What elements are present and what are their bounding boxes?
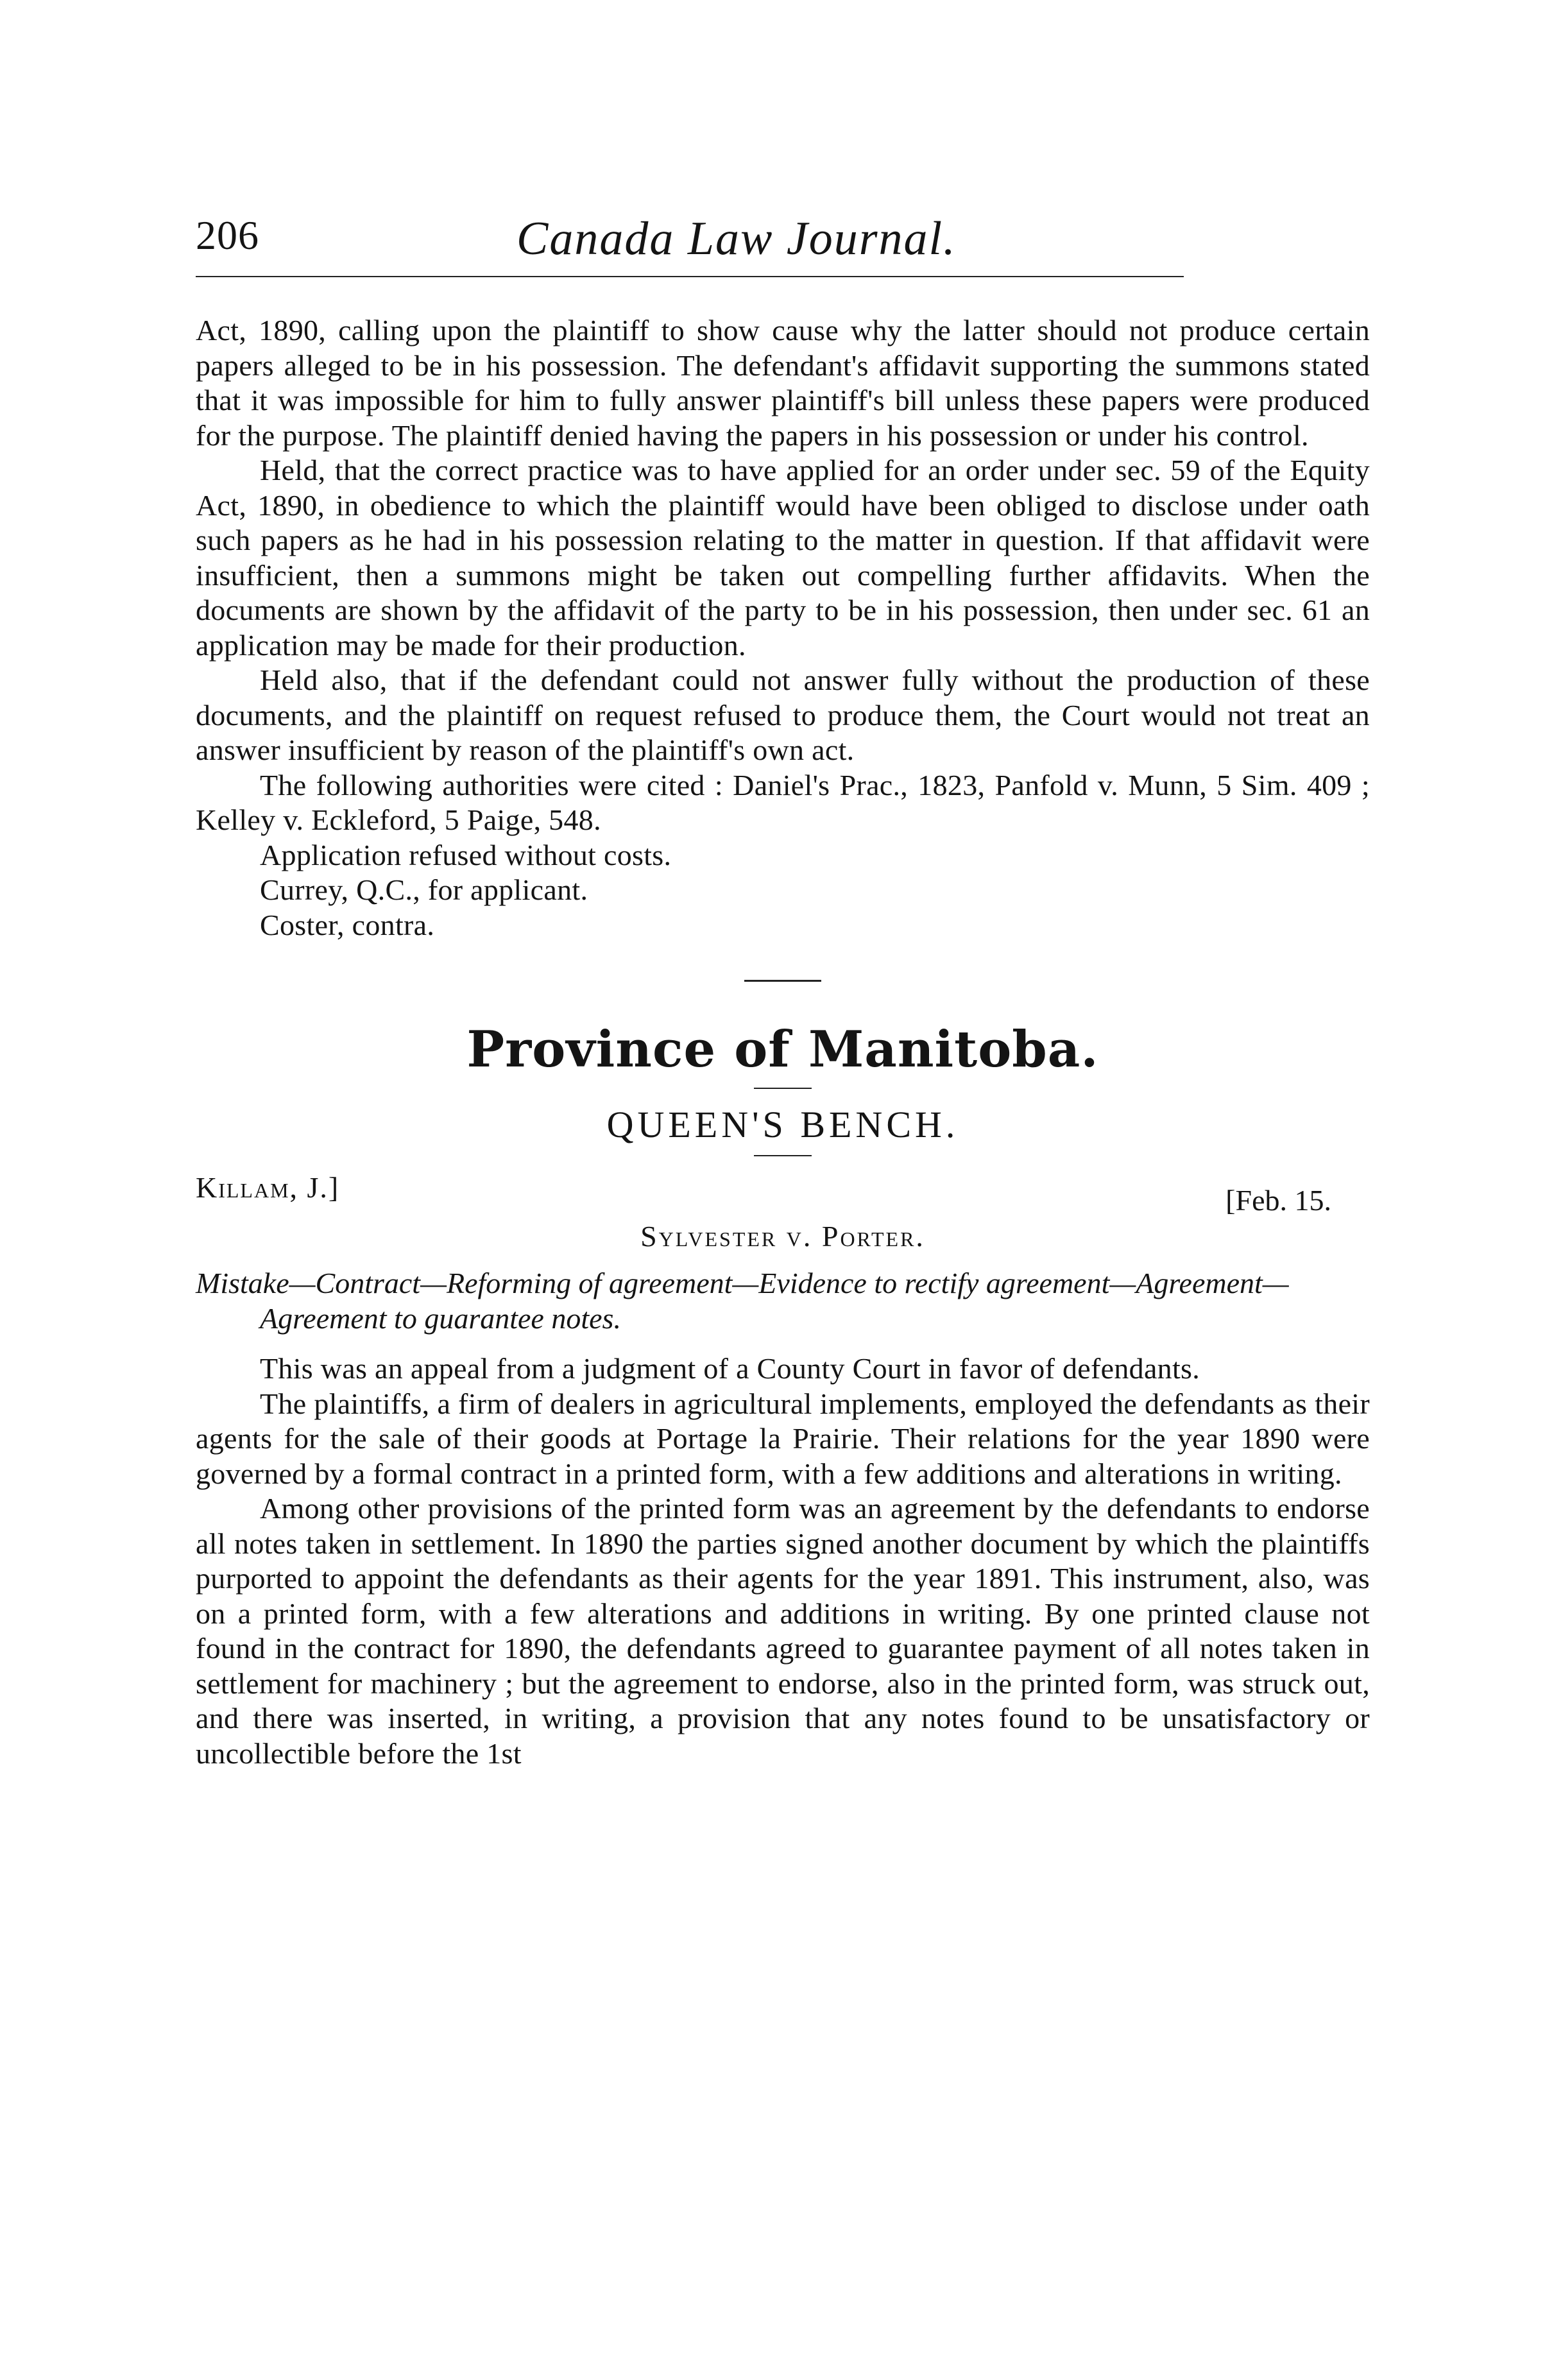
judge-date-row <box>196 1170 1370 1222</box>
paragraph: Held, that the correct practice was to have applied for an order under sec. 59 of the Equity Act, 1890, in obedience to which the plaintiff would have been obliged to disclose under oath such papers as he had in his possession relating to the matter in question. If that affidavit were insufficient, then a summons might be taken out compelling further affidavits. When the documents are shown by the affidavit of the party to be in his possession, then under sec. 61 an application may be made for their production. <box>196 454 1370 662</box>
page <box>196 212 1370 1771</box>
page-number: 206 <box>196 212 259 258</box>
first-case-body <box>196 313 1370 943</box>
case-title: Sylvester v. Porter. <box>640 1220 925 1253</box>
second-case-body <box>196 1351 1370 1771</box>
paragraph: Held also, that if the defendant could not answer fully without the production of these documents, and the plaintiff on request refused to produce them, the Court would not treat an answer insufficient by reason of the plaintiff's own act. <box>196 663 1370 766</box>
header-rule <box>196 276 1184 277</box>
paragraph: This was an appeal from a judgment of a County Court in favor of defendants. <box>260 1352 1200 1385</box>
disposition: Application refused without costs. <box>260 838 672 871</box>
court-title: QUEEN'S BENCH. <box>606 1104 959 1145</box>
paragraph: The following authorities were cited : Daniel's Prac., 1823, Panfold v. Munn, 5 Sim. 409 ; Kelley v. Eckleford, 5 Paige, 548. <box>196 768 1370 836</box>
decision-date: [Feb. 15. <box>1225 1184 1331 1217</box>
court-rule <box>754 1155 812 1156</box>
title-rule <box>754 1088 812 1089</box>
counsel-applicant: Currey, Q.C., for applicant. <box>260 873 588 906</box>
journal-title: Canada Law Journal. <box>516 212 957 265</box>
paragraph: Act, 1890, calling upon the plaintiff to show cause why the latter should not produce certain papers alleged to be in his possession. The defendant's affidavit supporting the summons stated that it was impossible for him to fully answer plaintiff's bill unless these papers were produced for the purpose. The plaintiff denied having the papers in his possession or under his control. <box>196 314 1370 452</box>
running-header <box>196 212 1370 282</box>
counsel-contra: Coster, contra. <box>260 908 435 941</box>
province-title: Province of Manitoba. <box>466 1020 1099 1079</box>
section-divider <box>744 980 821 982</box>
judge-name: Killam, J.] <box>196 1171 340 1204</box>
headnote: Mistake—Contract—Reforming of agreement—Evidence to rectify agreement—Agreement—Agreement to guarantee notes. <box>196 1267 1289 1335</box>
paragraph: The plaintiffs, a firm of dealers in agricultural implements, employed the defendants as their agents for the sale of their goods at Portage la Prairie. Their relations for the year 1890 were governed by a formal contract in a printed form, with a few additions and alterations in writing. <box>196 1387 1370 1490</box>
paragraph: Among other provisions of the printed form was an agreement by the defendants to endorse all notes taken in settlement. In 1890 the parties signed another document by which the plaintiffs purported to appoint the defendants as their agents for the year 1891. This instrument, also, was on a printed form, with a few alterations and additions in writing. By one printed clause not found in the contract for 1890, the defendants agreed to guarantee payment of all notes taken in settlement for machinery ; but the agreement to endorse, also in the printed form, was struck out, and there was inserted, in writing, a provision that any notes found to be unsatisfactory or uncollectible before the 1st <box>196 1492 1370 1770</box>
